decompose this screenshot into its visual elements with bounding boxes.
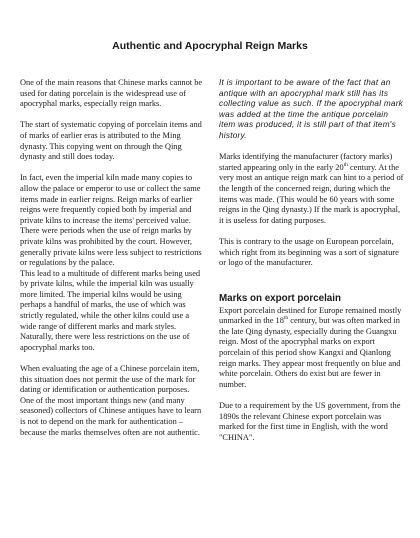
paragraph-imperial-kiln-copies: In fact, even the imperial kiln made many copies to allow the palace or emperor to use or collect the same items made in earlier reigns. Reign marks of earlier reigns were frequently copied both by imperial and private kilns to increase the items' perceived value.: [20, 173, 201, 225]
export-text-end: century, but was often marked in the late Qing dynasty, especially during the Guangxu reign. Most of the apocryphal marks on export porcelain of this period show Kangxi and Qianlong reign marks. They appear most frequently on blue and white porcelain. Others do exist but are fewer in number.: [219, 316, 401, 389]
section-heading-export: Marks on export porcelain: [219, 292, 341, 304]
factory-marks-text-start: Marks identifying the manufacturer (factory marks) started appearing only in the early 20: [219, 152, 393, 172]
paragraph-private-kiln-restrictions: There were periods when the use of reign marks by private kilns was prohibited by the court. However, generally private kilns were less subject to restrictions or regulations by the palace.: [20, 226, 202, 268]
paragraph-apocryphal-intro: One of the main reasons that Chinese marks cannot be used for dating porcelain is the widespread use of apocryphal marks, especially reign marks.: [20, 78, 203, 109]
left-column: [20, 78, 204, 449]
export-text-start: Export porcelain destined for Europe remained mostly unmarked in the 18: [219, 305, 402, 326]
ordinal-superscript: th: [343, 161, 348, 168]
paragraph-evaluating-age: When evaluating the age of a Chinese porcelain item, this situation does not permit the use of the mark for dating or identification or authentication purposes. One of the most important things new (and many seasoned) collectors of Chinese antiques have to learn is not to depend on the mark for authentication – because the marks themselves often are not authentic.: [20, 364, 202, 437]
paragraph-ming-copying: The start of systematic copying of porcelain items and of marks of earlier eras is attributed to the Ming dynasty. This copying went on through the Qing dynasty and still does today.: [20, 120, 202, 162]
page-title: Authentic and Apocryphal Reign Marks: [112, 40, 308, 52]
right-column: [219, 78, 405, 454]
paragraph-export-porcelain: [219, 306, 405, 391]
factory-marks-text-end: century. At the very most an antique reign mark can hint to a period of the length of the concerned reign, during which the items was made. (This would be 60 years with some reigns in the Qing dynasty.) If the mark is apocryphal, it is useless for dating purposes.: [219, 162, 404, 225]
ordinal-superscript: th: [283, 315, 289, 322]
paragraph-us-requirement: Due to a requirement by the US government, from the 1890s the relevant Chinese export porcelain was marked for the first time in English, with the word "CHINA".: [219, 401, 401, 442]
paragraph-multitude-of-marks: This lead to a multitude of different marks being used by private kilns, while the imperial kiln was usually more limited. The imperial kilns would be using perhaps a handful of marks, the use of which was strictly regulated, while the other kilns could use a wide range of different marks and mark styles. Naturally, there were less restrictions on the use of apocryphal marks too.: [20, 268, 201, 352]
paragraph-factory-marks: [219, 152, 405, 226]
italic-note: It is important to be aware of the fact that an antique with an apocryphal mark still has its collecting value as such. If the apocryphal mark was added at the time the antique porcelain item was produced, it is still part of that item's history.: [219, 78, 404, 140]
paragraph-european-porcelain: This is contrary to the usage on European porcelain, which right from its beginning was a sort of signature or logo of the manufacturer.: [219, 236, 399, 268]
